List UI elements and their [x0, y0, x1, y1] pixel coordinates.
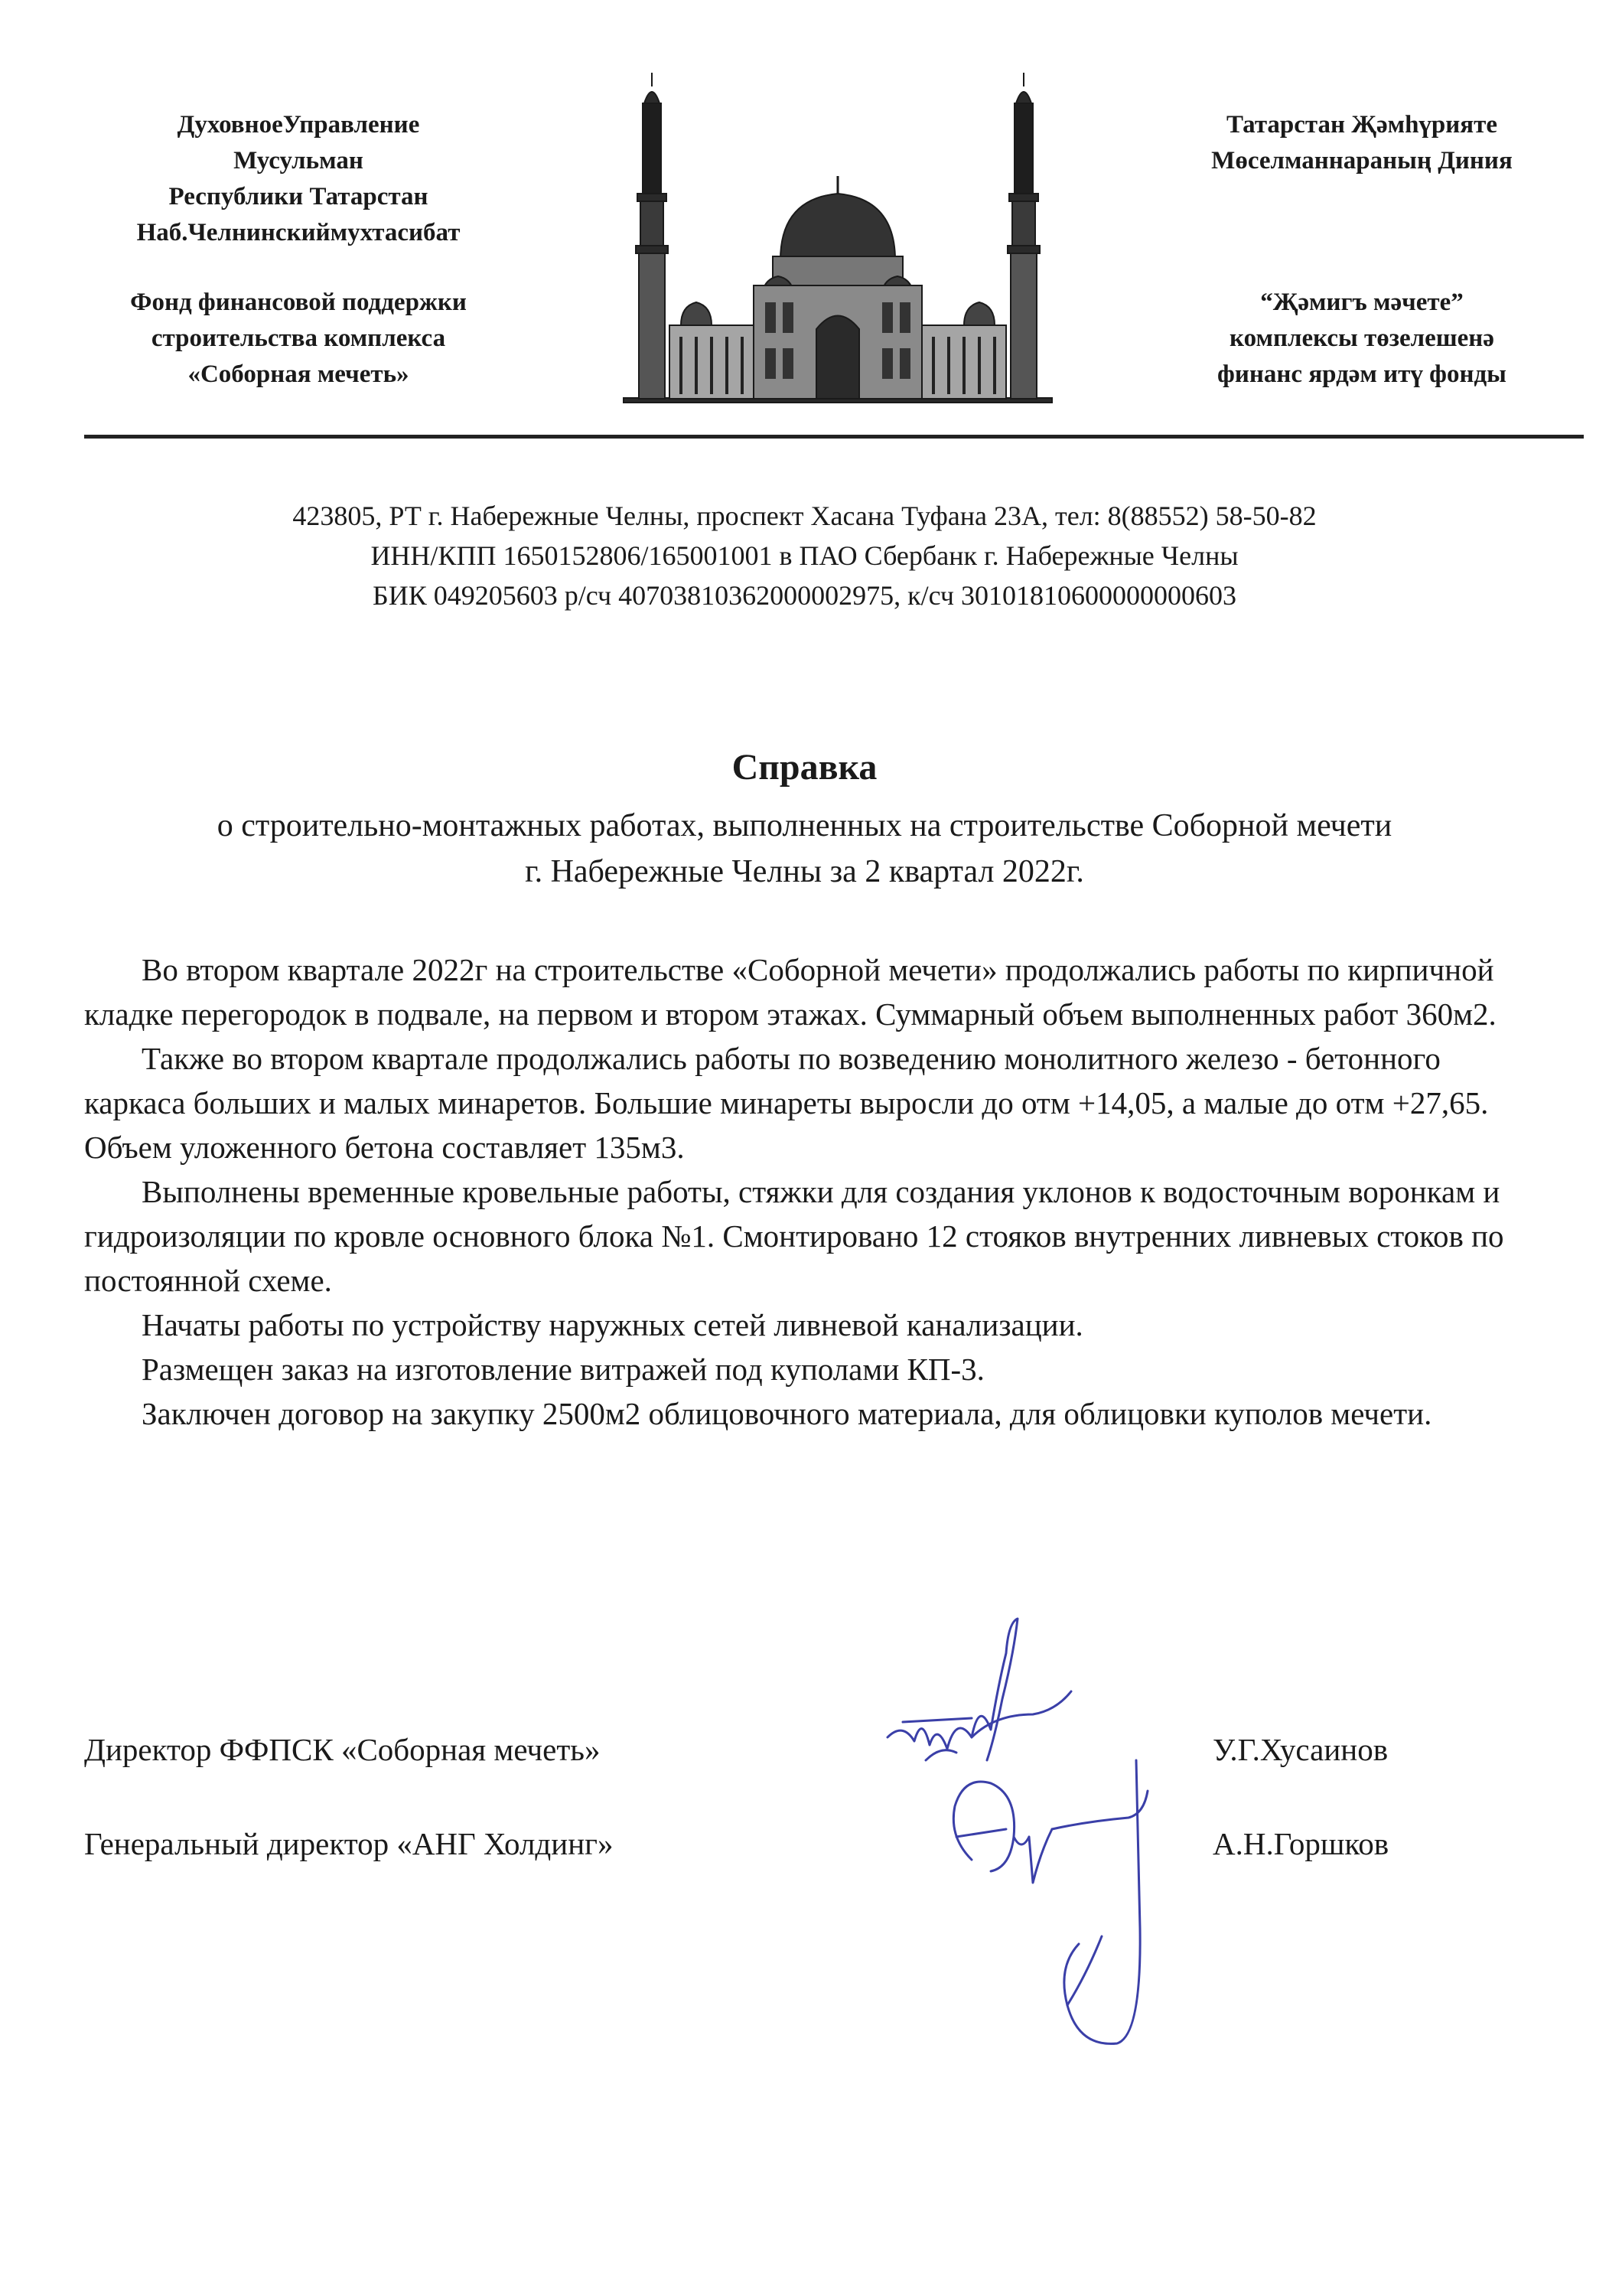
body-paragraph: Также во втором квартале продолжались работы по возведению монолитного железо - бетонного каркаса больших и малых минаретов. Большие минареты выросли до отм +14,05, а малые до отм +27,65. Объем уложенного бетона составляет 135м3.	[84, 1041, 1489, 1165]
signature-stroke	[888, 1619, 1018, 1760]
header-line: комплексы төзелешенә	[1230, 325, 1494, 352]
signature-stroke	[926, 1750, 956, 1760]
header-left-fund	[80, 285, 516, 393]
header-line: Татарстан Җәмһүрияте	[1226, 111, 1497, 139]
bank-details-line: ИНН/КПП 1650152806/165001001 в ПАО Сбербанк г. Набережные Челны	[370, 540, 1239, 571]
document-subtitle-line: г. Набережные Челны за 2 квартал 2022г.	[525, 854, 1084, 889]
handwritten-signatures	[857, 1607, 1255, 2051]
header-line: «Соборная мечеть»	[187, 360, 409, 388]
signatory-role: Директор ФФПСК «Соборная мечеть»	[84, 1732, 601, 1767]
document-subtitle-line: о строительно-монтажных работах, выполненных на строительстве Соборной мечети	[217, 808, 1392, 843]
header-line: Наб.Челнинскиймухтасибат	[136, 219, 461, 246]
header-line: “Җәмигъ мәчете”	[1260, 289, 1464, 316]
signature-stroke	[1014, 1829, 1052, 1883]
signatory-name: У.Г.Хусаинов	[1213, 1732, 1389, 1767]
header-line: Республики Татарстан	[168, 183, 428, 210]
header-line: финанс ярдәм итү фонды	[1217, 360, 1506, 388]
signature-stroke	[1052, 1791, 1148, 1829]
header-left-organization	[107, 107, 490, 251]
account-details-line: БИК 049205603 р/сч 40703810362000002975, к/сч 30101810600000000603	[373, 580, 1236, 611]
header-line: Мөселманнараның Диния	[1211, 147, 1513, 174]
signature-stroke	[903, 1718, 972, 1722]
header-line: Мусульман	[233, 147, 363, 174]
signature-stroke	[953, 1782, 1014, 1871]
document-body	[84, 947, 1523, 1436]
address-line: 423805, РТ г. Набережные Челны, проспект Хасана Туфана 23А, тел: 8(88552) 58-50-82	[292, 501, 1317, 531]
signature-stroke	[1067, 1936, 1102, 2005]
header-line: ДуховноеУправление	[177, 111, 420, 139]
signature-stroke	[1064, 1760, 1140, 2043]
body-paragraph: Начаты работы по устройству наружных сетей ливневой канализации.	[142, 1307, 1083, 1342]
header-line: Фонд финансовой поддержки	[130, 289, 467, 316]
body-paragraph: Выполнены временные кровельные работы, стяжки для создания уклонов к водосточным воронкам и гидроизоляции по кровле основного блока №1. Смонтировано 12 стояков внутренних ливневых стоков по постоянной схеме.	[84, 1174, 1504, 1298]
body-paragraph: Заключен договор на закупку 2500м2 облицовочного материала, для облицовки куполов мечети.	[142, 1396, 1432, 1431]
body-paragraph: Размещен заказ на изготовление витражей под куполами КП-3.	[142, 1352, 985, 1387]
header-right-organization	[1171, 107, 1553, 179]
document-title: Справка	[731, 747, 878, 788]
signatory-role: Генеральный директор «АНГ Холдинг»	[84, 1826, 614, 1861]
signature-stroke	[956, 1829, 1006, 1837]
signatory-name: А.Н.Горшков	[1213, 1826, 1389, 1861]
header-right-fund	[1178, 285, 1545, 393]
signature-stroke	[972, 1691, 1071, 1737]
body-paragraph: Во втором квартале 2022г на строительстве «Соборной мечети» продолжались работы по кирпичной кладке перегородок в подвале, на первом и втором этажах. Суммарный объем выполненных работ 360м2.	[84, 952, 1497, 1032]
header-line: строительства комплекса	[151, 325, 446, 352]
mosque-logo	[608, 73, 1067, 409]
header-divider	[84, 435, 1584, 439]
